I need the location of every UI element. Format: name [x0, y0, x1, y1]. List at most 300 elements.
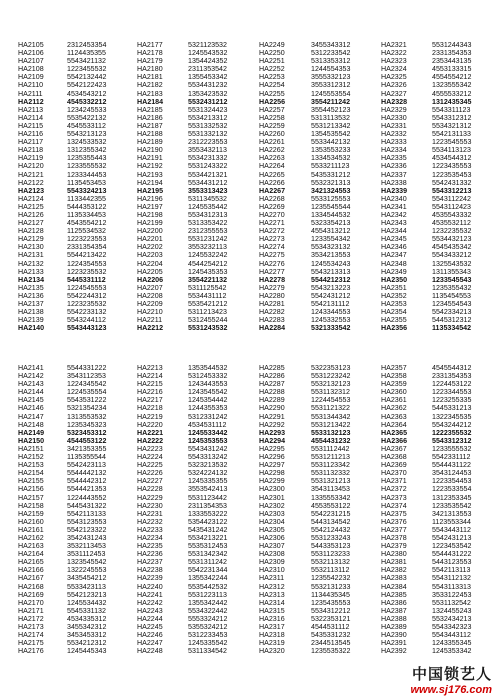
key-code: HA2316: [259, 614, 285, 623]
key-code: HA2108: [18, 65, 44, 74]
key-code: HA2352: [381, 291, 407, 300]
table-row: [0, 429, 498, 437]
key-code: HA2286: [259, 372, 285, 381]
bitting-code: 5443134542: [311, 517, 351, 526]
key-code: HA2335: [381, 154, 407, 163]
key-code: HA2227: [137, 477, 163, 486]
bitting-code: 4544531112: [311, 623, 350, 631]
key-code: HA2205: [137, 267, 163, 276]
key-code: HA2147: [18, 412, 44, 421]
key-code: HA2274: [259, 243, 285, 252]
key-code: HA2287: [259, 380, 285, 389]
bitting-code: 5312455244: [188, 316, 228, 325]
bitting-code: 3532113453: [67, 542, 106, 551]
key-code: HA2288: [259, 388, 285, 397]
bitting-code: 5542334213: [432, 308, 472, 317]
key-code: HA2124: [18, 194, 44, 203]
key-code: HA2249: [259, 41, 285, 49]
key-code: HA2258: [259, 113, 285, 122]
key-code: HA2366: [381, 436, 408, 445]
bitting-code: 4544553122: [67, 436, 107, 445]
key-code: HA2164: [18, 550, 44, 559]
bitting-code: 5534312313: [188, 210, 228, 219]
bitting-code: 1245534243: [311, 259, 351, 268]
key-code: HA2378: [381, 533, 407, 542]
bitting-code: 1325543532: [432, 259, 472, 268]
bitting-code: 3421324553: [311, 186, 351, 195]
table-row: [0, 388, 498, 396]
key-code: HA2218: [137, 404, 163, 413]
table-row: [0, 284, 498, 292]
key-code: HA2236: [137, 550, 163, 559]
key-code: HA2346: [381, 243, 407, 252]
bitting-code: 5534312212: [311, 606, 351, 615]
bitting-code: 5435431242: [188, 525, 228, 534]
watermark: [410, 663, 492, 696]
bitting-code: 3453453312: [67, 631, 107, 640]
key-code: HA2347: [381, 251, 407, 260]
bitting-code: 5543112242: [432, 194, 471, 203]
key-code: HA2116: [18, 130, 44, 139]
bitting-code: 2312453354: [67, 41, 107, 49]
table-row: [0, 316, 498, 324]
bitting-code: 5531123342: [311, 461, 350, 470]
bitting-code: 4554554212: [432, 73, 472, 82]
key-code: HA2257: [259, 105, 285, 114]
key-code: HA2144: [18, 388, 44, 397]
key-code: HA2174: [18, 631, 44, 640]
bitting-code: 5543213123: [67, 130, 107, 139]
key-code: HA2170: [18, 598, 44, 607]
bitting-code: 2331354353: [432, 372, 472, 381]
bitting-code: 1223344553: [432, 388, 472, 397]
key-code: HA2351: [381, 283, 407, 292]
key-code: HA2356: [381, 324, 408, 333]
bitting-code: 1245553554: [311, 89, 351, 98]
key-code: HA2294: [259, 436, 286, 445]
bitting-code: 1312353345: [432, 493, 472, 502]
key-code: HA2355: [381, 316, 407, 325]
key-code: HA2268: [259, 194, 285, 203]
bitting-code: 5531321213: [311, 477, 351, 486]
key-code: HA2133: [18, 267, 44, 276]
table-row: [0, 162, 498, 170]
key-code: HA2181: [137, 73, 163, 82]
table-row: [0, 396, 498, 404]
table-row: [0, 534, 498, 542]
bitting-code: 3421353355: [67, 444, 107, 453]
table-row: [0, 90, 498, 98]
key-code: HA2270: [259, 210, 285, 219]
table-row: [0, 639, 498, 647]
bitting-code: 3455342312: [67, 623, 107, 631]
key-code: HA2159: [18, 509, 44, 518]
table-row: [0, 187, 498, 195]
bitting-code: 5544442312: [67, 477, 107, 486]
bitting-code: 1243545542: [188, 388, 228, 397]
bitting-code: 5323453312: [67, 428, 107, 437]
bitting-code: 1244355353: [188, 404, 228, 413]
bitting-code: 5531311242: [188, 558, 227, 567]
bitting-code: 1245335355: [188, 477, 228, 486]
bitting-code: 5534321312: [432, 121, 472, 130]
bitting-code: 5543244112: [67, 316, 106, 325]
bitting-code: 5323213532: [188, 461, 228, 470]
key-code: HA2299: [259, 477, 285, 486]
key-code: HA2374: [381, 501, 407, 510]
bitting-code: 1223255335: [432, 396, 472, 405]
key-code: HA2295: [259, 444, 285, 453]
key-code: HA2141: [18, 364, 44, 372]
key-code: HA2282: [259, 308, 285, 317]
bitting-code: 5543324213: [67, 186, 107, 195]
key-code: HA2193: [137, 170, 163, 179]
key-code: HA2319: [259, 639, 285, 648]
key-code: HA2348: [381, 259, 407, 268]
bitting-code: 5435331232: [311, 631, 351, 640]
bitting-code: 1333553222: [188, 509, 228, 518]
table-row: [0, 631, 498, 639]
bitting-code: 5542244312: [67, 291, 107, 300]
bitting-code: 5543112423: [432, 202, 471, 211]
key-code: HA2151: [18, 444, 44, 453]
bitting-code: 1135334542: [432, 324, 472, 333]
key-code: HA2365: [381, 428, 408, 437]
key-code: HA2208: [137, 291, 163, 300]
key-code: HA2173: [18, 623, 44, 631]
bitting-code: 1134435345: [311, 590, 350, 599]
key-code: HA2142: [18, 372, 44, 381]
bitting-code: 4553553122: [311, 501, 351, 510]
key-code: HA2123: [18, 186, 45, 195]
bitting-code: 1245353342: [432, 647, 472, 656]
bitting-code: 5531123442: [188, 493, 227, 502]
bitting-code: 1235542232: [311, 574, 351, 583]
key-code: HA2217: [137, 396, 163, 405]
key-code: HA2191: [137, 154, 163, 163]
key-code: HA2307: [259, 542, 285, 551]
bitting-code: 5542231344: [188, 566, 228, 575]
bitting-code: 3554211242: [311, 97, 351, 106]
key-code: HA2246: [137, 631, 163, 640]
key-code: HA2333: [381, 138, 407, 147]
key-code: HA2326: [381, 81, 407, 90]
bitting-code: 5543421132: [67, 57, 106, 66]
bitting-code: 2331354354: [67, 243, 107, 252]
key-code: HA2138: [18, 308, 44, 317]
key-code: HA2310: [259, 566, 285, 575]
bitting-code: 5435331212: [311, 170, 351, 179]
bitting-code: 5543311123: [432, 105, 471, 114]
key-code: HA2392: [381, 647, 407, 656]
key-code: HA2195: [137, 186, 164, 195]
key-code: HA2297: [259, 461, 285, 470]
bitting-code: 5542233132: [67, 308, 107, 317]
bitting-code: 4545544312: [432, 364, 472, 372]
table-row: [0, 421, 498, 429]
key-code: HA2301: [259, 493, 285, 502]
table-row: [0, 130, 498, 138]
bitting-code: 1234245533: [67, 105, 107, 114]
bitting-code: 1354424352: [188, 57, 228, 66]
key-code: HA2293: [259, 428, 286, 437]
key-code: HA2239: [137, 574, 163, 583]
bitting-code: 1245354442: [188, 396, 228, 405]
bitting-code: 4544254212: [188, 259, 228, 268]
bitting-code: 5544431222: [432, 550, 472, 559]
bitting-code: 3553432113: [188, 146, 227, 155]
bitting-code: 5533423113: [67, 582, 106, 591]
table-row: [0, 494, 498, 502]
key-code: HA2212: [137, 324, 164, 333]
key-code: HA2278: [259, 275, 286, 284]
bitting-code: 5355324212: [188, 623, 228, 631]
key-code: HA2202: [137, 243, 163, 252]
bitting-code: 1233555532: [67, 162, 107, 171]
key-code: HA2250: [259, 49, 285, 58]
bitting-code: 5534431232: [188, 81, 228, 90]
bitting-code: 5531123233: [311, 550, 350, 559]
bitting-code: 1323555342: [432, 81, 472, 90]
bitting-code: 5445331213: [432, 404, 472, 413]
key-code: HA2183: [137, 89, 163, 98]
key-code: HA2296: [259, 453, 285, 462]
key-code: HA2363: [381, 412, 407, 421]
key-code: HA2126: [18, 210, 44, 219]
table-row: [0, 235, 498, 243]
key-code: HA2163: [18, 542, 44, 551]
key-code: HA2328: [381, 97, 408, 106]
key-code: HA2192: [137, 162, 163, 171]
table-row: [0, 260, 498, 268]
bitting-code: 5542122423: [67, 81, 107, 90]
table-row: [0, 445, 498, 453]
key-code: HA2376: [381, 517, 407, 526]
key-code: HA2155: [18, 477, 44, 486]
key-code: HA2292: [259, 420, 285, 429]
bitting-code: 5542431212: [311, 291, 351, 300]
key-code: HA2177: [137, 41, 163, 49]
bitting-code: 3435454212: [67, 574, 107, 583]
key-code: HA2166: [18, 566, 44, 575]
bitting-code: 1244554353: [311, 65, 351, 74]
table-row: [0, 404, 498, 412]
bitting-code: 1233535542: [432, 501, 472, 510]
key-code: HA2107: [18, 57, 44, 66]
bitting-code: 1223235532: [67, 267, 107, 276]
key-code: HA2266: [259, 178, 285, 187]
key-code: HA2156: [18, 485, 44, 494]
bitting-code: 5531332532: [188, 121, 228, 130]
key-code: HA2324: [381, 65, 407, 74]
key-code: HA2390: [381, 631, 407, 640]
bitting-code: 1245445343: [67, 647, 107, 656]
key-code: HA2384: [381, 582, 407, 591]
bitting-code: 1135334453: [67, 210, 106, 219]
table-row: [0, 251, 498, 259]
bitting-code: 5531132542: [432, 598, 471, 607]
bitting-code: 4543554212: [67, 219, 107, 228]
key-code: HA2276: [259, 259, 285, 268]
table-row: [0, 219, 498, 227]
bitting-code: 5531121322: [311, 404, 350, 413]
key-code: HA2391: [381, 639, 407, 648]
watermark-title: 中国锁艺人: [411, 666, 492, 683]
bitting-code: 5531213422: [311, 420, 351, 429]
bitting-code: 5533132123: [311, 428, 351, 437]
key-code: HA2241: [137, 590, 163, 599]
bitting-code: 5532321313: [311, 178, 351, 187]
bitting-code: 5543213313: [311, 267, 351, 276]
key-code: HA2272: [259, 227, 285, 236]
key-code: HA2232: [137, 517, 163, 526]
key-code: HA2194: [137, 178, 163, 187]
bitting-code: 5445331112: [67, 275, 106, 284]
key-code: HA2203: [137, 251, 163, 260]
bitting-code: 5445312312: [432, 316, 472, 325]
key-code: HA2189: [137, 138, 163, 147]
key-code: HA2271: [259, 219, 285, 228]
key-code: HA2387: [381, 606, 407, 615]
key-code: HA2302: [259, 501, 285, 510]
bitting-code: 1135454553: [432, 291, 471, 300]
key-code: HA2165: [18, 558, 44, 567]
bitting-code: 5544331222: [67, 364, 107, 372]
bitting-code: 5542113133: [67, 509, 106, 518]
key-code: HA2255: [259, 89, 285, 98]
table-row: [0, 122, 498, 130]
bitting-code: 1123553344: [432, 517, 471, 526]
key-code: HA2359: [381, 380, 407, 389]
key-code: HA2369: [381, 461, 407, 470]
key-code: HA2121: [18, 170, 44, 179]
bitting-code: 5532132123: [311, 380, 351, 389]
bitting-code: 5544421353: [67, 485, 107, 494]
bitting-code: 5542131133: [432, 130, 471, 139]
key-code: HA2242: [137, 598, 163, 607]
key-code: HA2245: [137, 623, 163, 631]
table-row: [0, 591, 498, 599]
key-code: HA2222: [137, 436, 164, 445]
key-code: HA2385: [381, 590, 407, 599]
key-code: HA2180: [137, 65, 163, 74]
bitting-code: 1245335542: [188, 639, 228, 648]
bitting-code: 1235535322: [311, 647, 351, 656]
key-code: HA2313: [259, 590, 285, 599]
key-code: HA2179: [137, 57, 163, 66]
bitting-code: 1223235532: [67, 300, 107, 308]
bitting-code: 5534432123: [432, 235, 472, 244]
bitting-code: 5312453332: [188, 372, 228, 381]
bitting-code: 5534212312: [67, 639, 107, 648]
key-code: HA2233: [137, 525, 163, 534]
bitting-code: 3543113453: [311, 485, 350, 494]
bitting-code: 1223453542: [432, 542, 472, 551]
bitting-code: 1322245553: [67, 566, 107, 575]
key-code: HA2234: [137, 533, 163, 542]
bitting-code: 5321354234: [67, 404, 107, 413]
key-code: HA2130: [18, 243, 44, 252]
bitting-code: 1245535442: [188, 202, 228, 211]
bitting-code: 5533442132: [311, 138, 351, 147]
key-code: HA2226: [137, 469, 163, 478]
key-code: HA2172: [18, 614, 44, 623]
bitting-code: 3531112453: [67, 550, 106, 559]
bitting-code: 4554431232: [311, 436, 351, 445]
key-code: HA2140: [18, 324, 45, 333]
key-code: HA2157: [18, 493, 44, 502]
table-row: [0, 227, 498, 235]
key-code: HA2386: [381, 598, 407, 607]
key-code: HA2308: [259, 550, 285, 559]
bitting-code: 5531233243: [311, 533, 351, 542]
key-code: HA2298: [259, 469, 285, 478]
bitting-code: 4545533112: [67, 121, 106, 130]
key-code: HA2350: [381, 275, 408, 284]
key-code: HA2260: [259, 130, 285, 139]
bitting-code: 5542331112: [432, 453, 471, 462]
bitting-code: 5531231242: [188, 235, 228, 244]
key-code: HA2269: [259, 202, 285, 211]
key-code: HA2253: [259, 73, 285, 82]
bitting-code: 5321123532: [188, 41, 227, 49]
key-code: HA2125: [18, 202, 44, 211]
bitting-code: 3542431243: [67, 533, 107, 542]
key-code: HA2371: [381, 477, 407, 486]
bitting-code: 1224454553: [311, 396, 351, 405]
key-code: HA2279: [259, 283, 285, 292]
bitting-code: 5531332132: [188, 130, 228, 139]
key-code: HA2311: [259, 574, 285, 583]
bitting-code: 1243355345: [432, 639, 472, 648]
bitting-code: 4534335312: [67, 614, 107, 623]
bitting-code: 5312331242: [188, 412, 228, 421]
key-code: HA2341: [381, 202, 407, 211]
key-code: HA2187: [137, 121, 163, 130]
table-row: [0, 49, 498, 57]
bitting-code: 1124435355: [67, 49, 106, 58]
bitting-code: 1135355544: [67, 453, 106, 462]
key-code: HA2261: [259, 138, 285, 147]
key-code: HA2320: [259, 647, 285, 656]
key-code: HA2349: [381, 267, 407, 276]
key-code: HA2342: [381, 210, 407, 219]
table-row: [0, 300, 498, 308]
key-code: HA2382: [381, 566, 407, 575]
key-code: HA2370: [381, 469, 407, 478]
key-code: HA2354: [381, 308, 407, 317]
key-code: HA2139: [18, 316, 44, 325]
bitting-code: 5543431242: [188, 444, 228, 453]
key-code: HA2251: [259, 57, 285, 66]
table-row: [0, 623, 498, 631]
key-code: HA2168: [18, 582, 44, 591]
table-row: [0, 146, 498, 154]
bitting-code: 1353553233: [311, 146, 351, 155]
bitting-code: 1232235532: [432, 227, 472, 236]
key-code: HA2223: [137, 444, 163, 453]
table-row: [0, 599, 498, 607]
bitting-code: 3543124453: [432, 469, 472, 478]
bitting-code: 5444353122: [67, 202, 107, 211]
key-code: HA2240: [137, 582, 163, 591]
bitting-code: 5543443112: [432, 525, 471, 534]
bitting-code: 5531324423: [188, 105, 228, 114]
key-code: HA2305: [259, 525, 285, 534]
bitting-code: 5321333542: [311, 324, 351, 333]
bitting-code: 5542423113: [67, 461, 106, 470]
bitting-code: 3553232113: [188, 243, 227, 252]
